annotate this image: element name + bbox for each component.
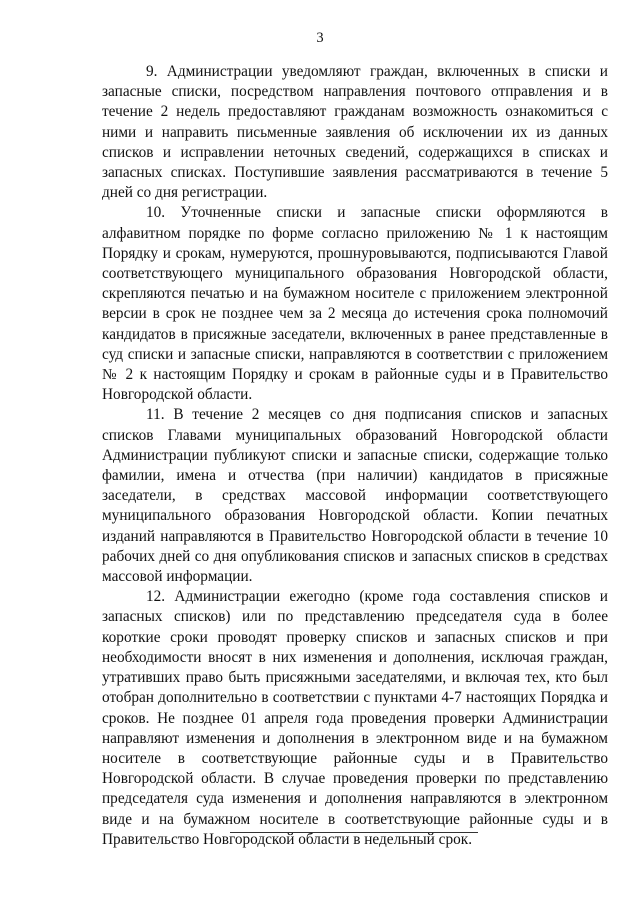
document-body xyxy=(102,62,608,850)
paragraph-11: 11. В течение 2 месяцев со дня подписания списков и запасных списков Главами муниципальных образований Новгородской области Администрации публикуют списки и запасные списки, содержащие только фамилии, имена и отчества (при наличии) кандидатов в присяжные заседатели, в средствах массовой информации соответствующего муниципального образования Новгородской области. Копии печатных изданий направляются в Правительство Новгородской области в течение 10 рабочих дней со дня опубликования списков и запасных списков в средствах массовой информации. xyxy=(102,406,608,586)
paragraph-9: 9. Администрации уведомляют граждан, включенных в списки и запасные списки, посредством направления почтового отправления и в течение 2 недель предоставляют гражданам возможность ознакомиться с ними и направить письменные заявления об исключении их из данных списков и исправлении неточных сведений, содержащихся в списках и запасных списках. Поступившие заявления рассматриваются в течение 5 дней со дня регистрации. xyxy=(102,63,608,202)
paragraph-10: 10. Уточненные списки и запасные списки оформляются в алфавитном порядке по форме согласно приложению № 1 к настоящим Порядку и срокам, нумеруются, прошнуровываются, подписываются Главой соответствующего муниципального образования Новгородской области, скрепляются печатью и на бумажном носителе с приложением электронной версии в срок не позднее чем за 2 месяца до истечения срока полномочий кандидатов в присяжные заседатели, включенных в ранее представленные в суд списки и запасные списки, направляются в соответствии с приложением № 2 к настоящим Порядку и срокам в районные суды и в Правительство Новгородской области. xyxy=(102,204,608,404)
paragraph-12: 12. Администрации ежегодно (кроме года составления списков и запасных списков) или по представлению председателя суда в более короткие сроки проводят проверку списков и запасных списков и при необходимости вносят в них изменения и дополнения, исключая граждан, утративших право быть присяжными заседателями, и включая тех, кто был отобран дополнительно в соответствии с пунктами 4-7 настоящих Порядка и сроков. Не позднее 01 апреля года проведения проверки Администрации направляют изменения и дополнения в электронном виде и на бумажном носителе в соответствующие районные суды и в Правительство Новгородской области. В случае проведения проверки по представлению председателя суда изменения и дополнения направляются в электронном виде и на бумажном носителе в соответствующие районные суды и в Правительство Новгородской области в недельный срок. xyxy=(102,588,608,848)
end-of-text-rule xyxy=(230,832,478,833)
page-number: 3 xyxy=(316,30,324,46)
